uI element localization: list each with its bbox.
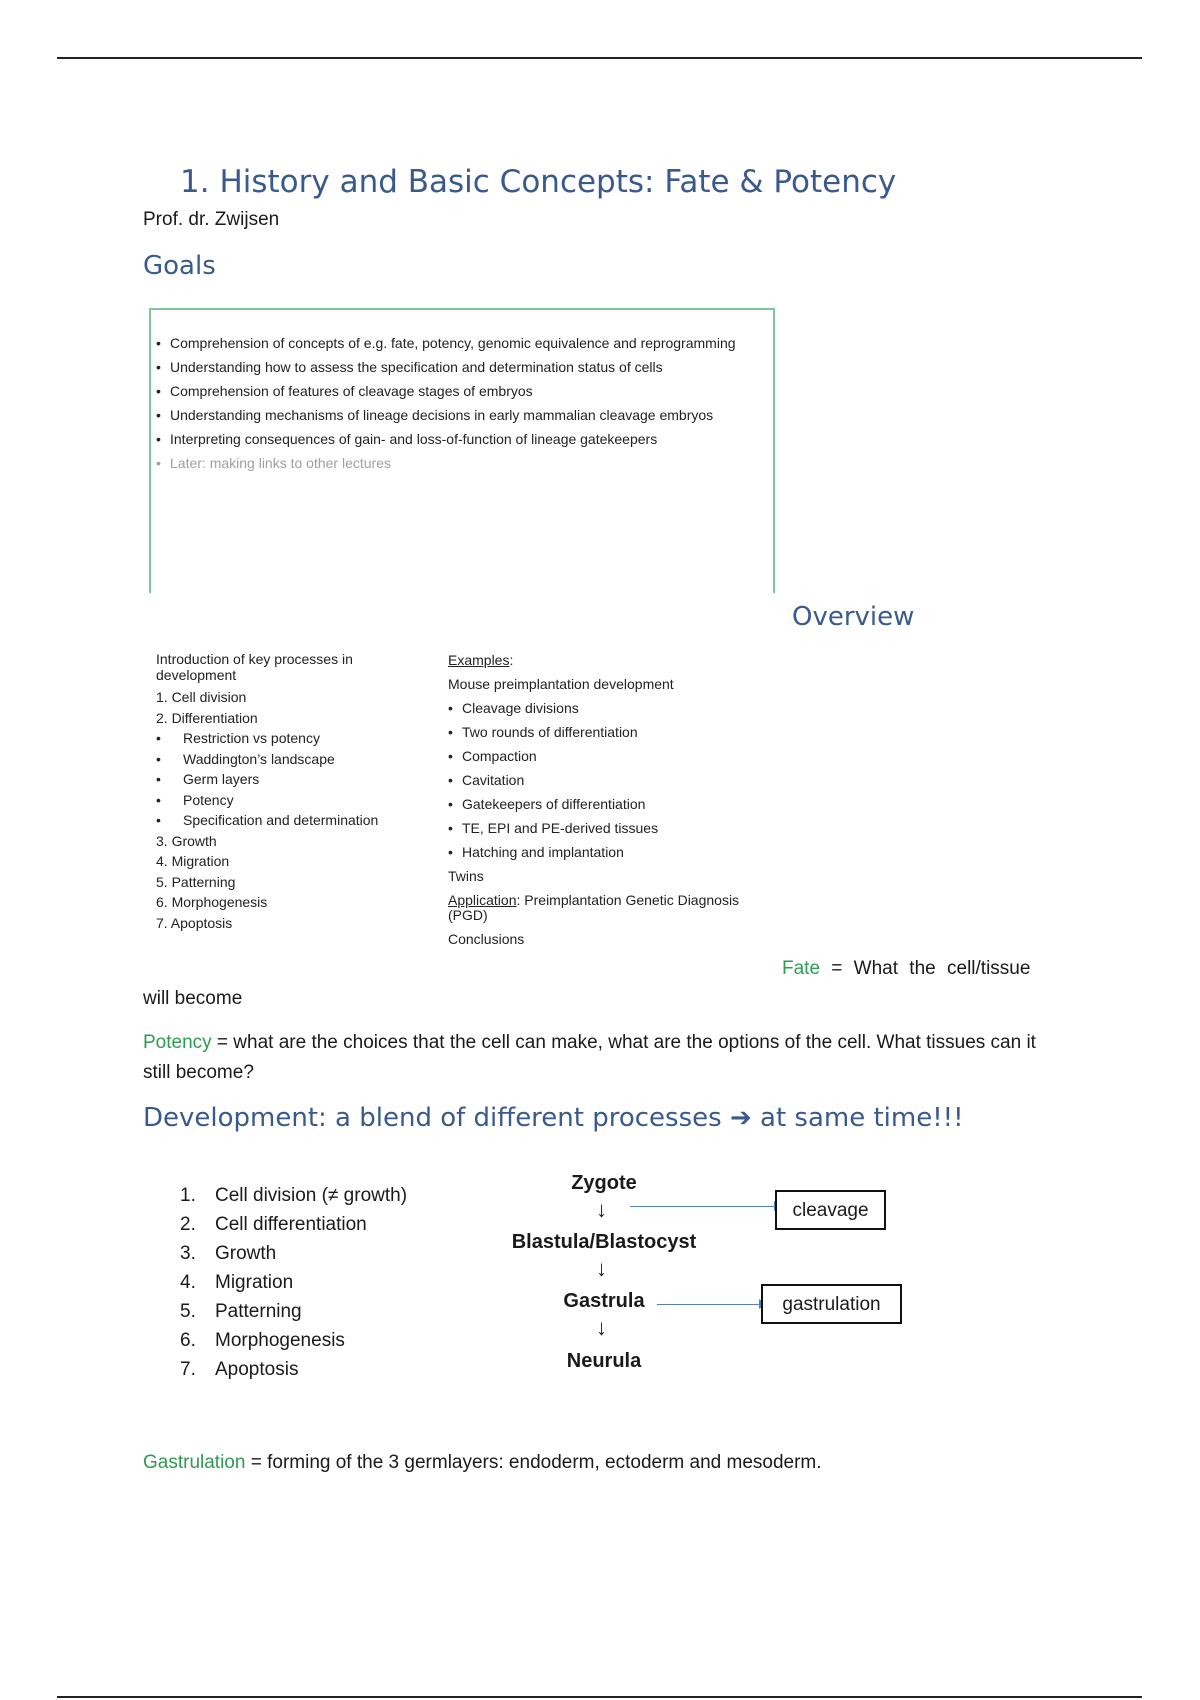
gastrulation-connector	[657, 1304, 761, 1305]
potency-definition	[143, 1028, 1068, 1088]
process-num: 1.	[180, 1185, 196, 1206]
process-item	[180, 1210, 407, 1239]
process-label: Growth	[215, 1243, 277, 1264]
process-label: Cell division (≠ growth)	[215, 1185, 408, 1206]
overview-item: 2. Differentiation	[156, 709, 258, 726]
conclusions-item: Conclusions	[448, 931, 525, 947]
development-heading	[143, 1103, 964, 1133]
title-number: 1.	[180, 164, 210, 200]
page-title	[180, 164, 896, 200]
author: Prof. dr. Zwijsen	[143, 209, 280, 230]
overview-item: 4. Migration	[156, 853, 230, 869]
gastrulation-term: Gastrulation	[143, 1452, 246, 1473]
goals-box	[149, 308, 775, 593]
stage-gastrula: Gastrula	[563, 1290, 645, 1312]
gastrulation-definition	[143, 1448, 822, 1478]
example-item-label: Cleavage divisions	[462, 700, 579, 716]
overview-item: 7. Apoptosis	[156, 914, 233, 931]
overview-item: 6. Morphogenesis	[156, 894, 268, 910]
process-item	[180, 1268, 407, 1297]
process-label: Cell differentiation	[215, 1214, 367, 1235]
development-heading-tail: at same time!!!	[751, 1103, 964, 1133]
example-item: • Cleavage divisions	[448, 700, 579, 716]
gastrulation-box: gastrulation	[761, 1284, 902, 1324]
example-item: • Hatching and implantation	[448, 844, 624, 860]
example-item-label: TE, EPI and PE-derived tissues	[462, 820, 659, 836]
examples-colon: :	[509, 652, 514, 668]
process-label: Migration	[215, 1272, 294, 1293]
stage-neurula: Neurula	[566, 1350, 642, 1372]
overview-subitem-label: Germ layers	[183, 771, 260, 787]
fate-term: Fate	[782, 958, 821, 979]
overview-subitem: • Specification and determination	[156, 812, 379, 828]
process-num: 3.	[180, 1243, 196, 1264]
potency-term: Potency	[143, 1032, 212, 1053]
overview-subitem: • Waddington’s landscape	[156, 750, 335, 767]
fate-definition	[782, 954, 1062, 984]
example-item: • Gatekeepers of differentiation	[448, 796, 646, 812]
examples-label-text: Examples	[448, 652, 510, 668]
arrow-down-icon: ↓	[596, 1315, 607, 1340]
overview-subitem-label: Specification and determination	[183, 812, 379, 828]
process-label: Apoptosis	[215, 1359, 299, 1380]
example-item: • Compaction	[448, 748, 537, 764]
process-num: 6.	[180, 1330, 196, 1351]
bottom-rule	[57, 1696, 1142, 1698]
process-item	[180, 1239, 407, 1268]
example-item: • Cavitation	[448, 772, 525, 788]
overview-heading: Overview	[792, 602, 915, 632]
overview-subitem: • Potency	[156, 791, 234, 808]
overview-intro: Introduction of key processes in development	[156, 651, 353, 683]
example-item-label: Gatekeepers of differentiation	[462, 796, 646, 812]
stage-zygote: Zygote	[571, 1172, 637, 1194]
cleavage-connector	[630, 1206, 776, 1207]
process-item	[180, 1181, 407, 1210]
goal-item: • Interpreting consequences of gain- and loss-of-function of lineage gatekeepers	[156, 432, 766, 447]
title-text: History and Basic Concepts: Fate & Potency	[219, 164, 897, 200]
example-item-label: Hatching and implantation	[462, 844, 624, 860]
goal-item: • Understanding how to assess the specification and determination status of cells	[156, 360, 766, 375]
application-text: : Preimplantation Genetic Diagnosis (PGD)	[448, 892, 740, 923]
goal-item-faded: • Later: making links to other lectures	[156, 456, 766, 471]
process-label: Morphogenesis	[215, 1330, 345, 1351]
overview-item: 3. Growth	[156, 832, 217, 849]
fate-text: = What the cell/tissue	[820, 958, 1031, 979]
overview-subitem: • Restriction vs potency	[156, 730, 320, 746]
process-num: 2.	[180, 1214, 196, 1235]
example-item-label: Cavitation	[462, 772, 525, 788]
arrow-down-icon: ↓	[596, 1197, 607, 1222]
process-list	[180, 1181, 407, 1384]
overview-subitem-label: Restriction vs potency	[183, 730, 320, 746]
arrow-down-icon: ↓	[596, 1256, 607, 1281]
potency-text: = what are the choices that the cell can make, what are the options of the cell. What tissues can it still become?	[143, 1032, 1036, 1083]
process-label: Patterning	[215, 1301, 302, 1322]
overview-right-column	[448, 648, 778, 951]
example-item-label: Compaction	[462, 748, 537, 764]
examples-subheading: Mouse preimplantation development	[448, 676, 674, 692]
process-item	[180, 1355, 407, 1384]
goals-heading: Goals	[143, 251, 216, 281]
process-num: 5.	[180, 1301, 196, 1322]
goal-item: • Comprehension of concepts of e.g. fate, potency, genomic equivalence and reprogramming	[156, 336, 766, 351]
development-heading-text: Development: a blend of different processes	[143, 1103, 722, 1133]
goal-item: • Understanding mechanisms of lineage decisions in early mammalian cleavage embryos	[156, 408, 766, 423]
twins-item: Twins	[448, 868, 484, 884]
example-item: • TE, EPI and PE-derived tissues	[448, 820, 659, 836]
application-item	[448, 888, 778, 927]
cleavage-box: cleavage	[775, 1190, 886, 1230]
process-num: 4.	[180, 1272, 196, 1293]
overview-subitem-label: Waddington’s landscape	[183, 750, 335, 767]
top-rule	[57, 57, 1142, 59]
goals-list	[156, 336, 766, 480]
application-label: Application	[448, 892, 517, 908]
process-item	[180, 1297, 407, 1326]
stage-blastula: Blastula/Blastocyst	[511, 1231, 697, 1253]
overview-left-column	[156, 651, 406, 933]
gastrulation-text: = forming of the 3 germlayers: endoderm, ectoderm and mesoderm.	[245, 1452, 822, 1473]
process-item	[180, 1326, 407, 1355]
process-num: 7.	[180, 1359, 196, 1380]
overview-item: 5. Patterning	[156, 873, 236, 890]
example-item-label: Two rounds of differentiation	[462, 724, 638, 740]
goal-item: • Comprehension of features of cleavage stages of embryos	[156, 384, 766, 399]
fate-continuation: will become	[143, 988, 243, 1009]
overview-subitem-label: Potency	[183, 791, 234, 808]
examples-label	[448, 648, 778, 672]
overview-subitem: • Germ layers	[156, 771, 260, 787]
right-arrow-icon: ➔	[729, 1103, 752, 1133]
example-item: • Two rounds of differentiation	[448, 724, 638, 740]
overview-item: 1. Cell division	[156, 689, 247, 705]
